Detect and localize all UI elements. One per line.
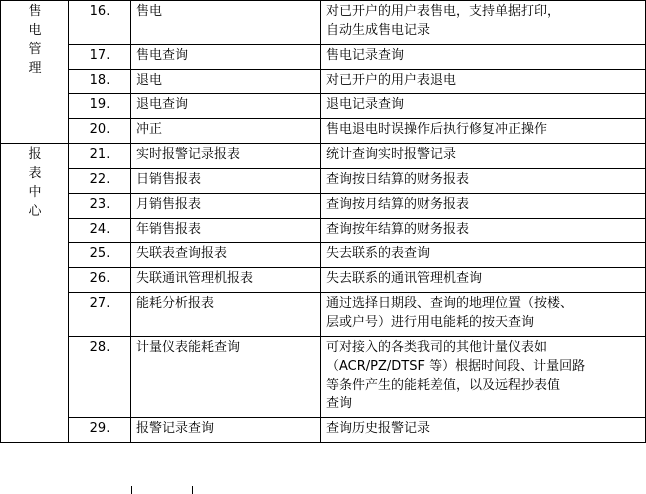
desc-line: 售电退电时误操作后执行修复冲正操作: [326, 122, 548, 138]
desc-line: 退电记录查询: [326, 97, 405, 113]
table-row: [1, 119, 646, 144]
page-bottom-table-continuation: [0, 486, 646, 494]
row-description: [321, 268, 646, 293]
desc-line: 查询按日结算的财务报表: [326, 171, 470, 187]
table-row: [1, 168, 646, 193]
row-description: [321, 218, 646, 243]
row-number: 27.: [69, 293, 131, 337]
table-row: [1, 144, 646, 169]
row-name: 退电: [131, 69, 321, 94]
desc-line: （ACR/PZ/DTSF 等）根据时间段、计量回路: [326, 358, 586, 374]
table-row: [1, 44, 646, 69]
row-name: 失联表查询报表: [131, 243, 321, 268]
table-row: [1, 268, 646, 293]
desc-line: 查询按年结算的财务报表: [326, 221, 470, 237]
desc-line: 售电记录查询: [326, 47, 405, 63]
table-row: [1, 418, 646, 443]
group-label-cell: [1, 1, 69, 144]
row-number: 19.: [69, 94, 131, 119]
row-number: 25.: [69, 243, 131, 268]
row-name: 报警记录查询: [131, 418, 321, 443]
desc-line: 失去联系的表查询: [326, 246, 431, 262]
group-label-text: 报表中心: [28, 147, 42, 219]
desc-line: 可对接入的各类我司的其他计量仪表如: [326, 339, 548, 355]
row-description: [321, 94, 646, 119]
row-name: 退电查询: [131, 94, 321, 119]
table-row: [1, 1, 646, 45]
desc-line: 对已开户的用户表售电，支持单据打印，: [326, 4, 561, 19]
row-name: 实时报警记录报表: [131, 144, 321, 169]
table-row: [1, 69, 646, 94]
table-row: [1, 218, 646, 243]
row-description: [321, 243, 646, 268]
row-description: [321, 144, 646, 169]
row-number: 29.: [69, 418, 131, 443]
desc-line: 对已开户的用户表退电: [326, 72, 457, 88]
row-number: 20.: [69, 119, 131, 144]
row-name: 冲正: [131, 119, 321, 144]
row-number: 21.: [69, 144, 131, 169]
row-description: [321, 418, 646, 443]
desc-line: 查询历史报警记录: [326, 421, 431, 437]
desc-line: 层或户号）进行用电能耗的按天查询: [326, 314, 535, 330]
desc-line: 等条件产生的能耗差值，以及远程抄表值: [326, 377, 561, 393]
group-label-text: 售电管理: [28, 4, 42, 76]
row-description: [321, 44, 646, 69]
desc-line: 自动生成售电记录: [326, 22, 431, 38]
row-number: 23.: [69, 193, 131, 218]
desc-line: 查询按月结算的财务报表: [326, 196, 470, 212]
table-row: [1, 243, 646, 268]
row-name: 能耗分析报表: [131, 293, 321, 337]
row-name: 售电查询: [131, 44, 321, 69]
desc-line: 失去联系的通讯管理机查询: [326, 271, 483, 287]
row-description: [321, 69, 646, 94]
row-description: [321, 168, 646, 193]
desc-line: 查询: [326, 396, 353, 412]
table-row: [1, 94, 646, 119]
row-number: 16.: [69, 1, 131, 45]
row-description: [321, 193, 646, 218]
row-name: 失联通讯管理机报表: [131, 268, 321, 293]
table-row: [1, 336, 646, 417]
row-number: 24.: [69, 218, 131, 243]
row-description: [321, 336, 646, 417]
row-number: 28.: [69, 336, 131, 417]
row-name: 日销售报表: [131, 168, 321, 193]
row-description: [321, 1, 646, 45]
row-number: 18.: [69, 69, 131, 94]
row-description: [321, 293, 646, 337]
table-row: [1, 193, 646, 218]
row-number: 22.: [69, 168, 131, 193]
row-name: 月销售报表: [131, 193, 321, 218]
row-name: 年销售报表: [131, 218, 321, 243]
row-number: 26.: [69, 268, 131, 293]
table-continuation-segment: [131, 486, 193, 494]
group-label-cell: [1, 144, 69, 443]
row-number: 17.: [69, 44, 131, 69]
desc-line: 统计查询实时报警记录: [326, 147, 457, 163]
desc-line: 通过选择日期段、查询的地理位置（按楼、: [326, 296, 574, 312]
row-name: 计量仪表能耗查询: [131, 336, 321, 417]
table-row: [1, 293, 646, 337]
row-name: 售电: [131, 1, 321, 45]
row-description: [321, 119, 646, 144]
